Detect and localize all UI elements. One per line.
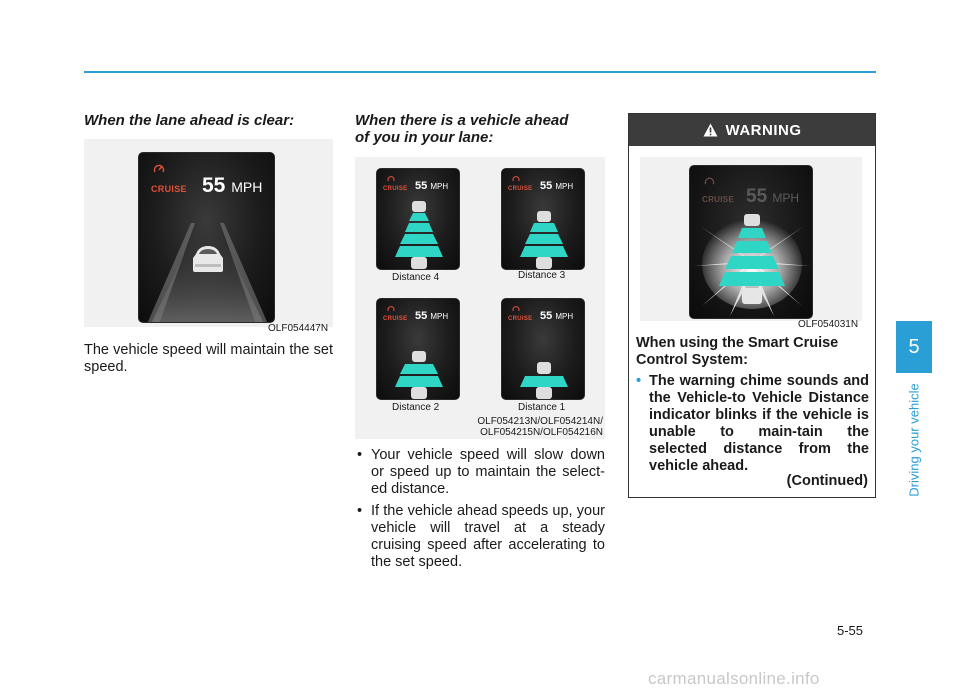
warning-header [629,114,875,146]
cluster-distance-1 [501,298,585,400]
instrument-cluster [138,152,275,323]
warning-item: • The warning chime sounds and the Vehicle-to Vehicle Distance indicator blinks if the vehicle is unable to main-tain the selected distance from the vehicle ahead. [636,373,869,474]
set-speed: 55 MPH [415,180,449,192]
cluster-distance-4 [376,168,460,270]
image-codes: OLF054213N/OLF054214N/ OLF054215N/OLF054216N [477,416,603,438]
top-rule [84,71,876,73]
cruise-label: CRUISE [508,186,533,192]
caption-distance-1: Distance 1 [518,402,566,413]
cluster-image-clear [84,139,333,327]
section-heading-lane-clear: When the lane ahead is clear: [84,112,295,129]
cruise-label: CRUISE [383,186,408,192]
cruise-speedometer-icon [512,305,520,313]
warning-triangle-icon [703,123,718,137]
cruise-speedometer-icon [512,175,520,183]
cluster-distance-2 [376,298,460,400]
blinking-distance-bars [690,206,813,319]
watermark: carmanualsonline.info [648,669,820,688]
distance-images [355,157,605,439]
cruise-speedometer-icon [704,176,715,187]
caption-distance-3: Distance 3 [518,270,566,281]
cruise-label: CRUISE [702,195,735,204]
set-speed: 55 MPH [202,174,263,197]
caption-distance-2: Distance 2 [392,402,440,413]
cluster-distance-3 [501,168,585,270]
bullet-list [355,447,605,576]
set-speed: 55 MPH [746,186,800,207]
list-item: • Your vehicle speed will slow down or speed up to maintain the select-ed distance. [355,447,605,498]
distance-bars-4 [377,199,460,270]
bullet-dot: • [636,373,642,389]
chapter-tab: 5 [896,321,932,373]
body-paragraph: The vehicle speed will maintain the set speed. [84,342,333,375]
warning-image [640,157,862,321]
set-speed: 55 MPH [540,310,574,322]
warning-lead-text: When using the Smart Cruise Control System: [636,335,839,368]
image-code: OLF054447N [268,323,329,334]
set-speed: 55 MPH [415,310,449,322]
page-number: 5-55 [837,623,864,638]
continued-label: (Continued) [786,473,868,489]
section-heading-vehicle-ahead: When there is a vehicle ahead of you in your lane: [355,112,569,146]
instrument-cluster-blinking [689,165,813,319]
distance-bars-2 [377,329,460,400]
distance-bars-1 [502,329,585,400]
car-icon [191,244,225,274]
warning-box [628,113,876,498]
list-item: • If the vehicle ahead speeds up, your vehicle will travel at a steady cruising speed after accelerating to the set speed. [355,503,605,571]
cruise-speedometer-icon [387,175,395,183]
cruise-label: CRUISE [151,184,187,194]
warning-title: WARNING [725,121,802,139]
set-speed: 55 MPH [540,180,574,192]
chapter-label: Driving your vehicle [906,383,922,497]
caption-distance-4: Distance 4 [392,272,440,283]
cruise-speedometer-icon [153,163,165,175]
distance-bars-3 [502,199,585,270]
cruise-speedometer-icon [387,305,395,313]
cruise-label: CRUISE [383,316,408,322]
image-code: OLF054031N [798,319,859,330]
cruise-label: CRUISE [508,316,533,322]
